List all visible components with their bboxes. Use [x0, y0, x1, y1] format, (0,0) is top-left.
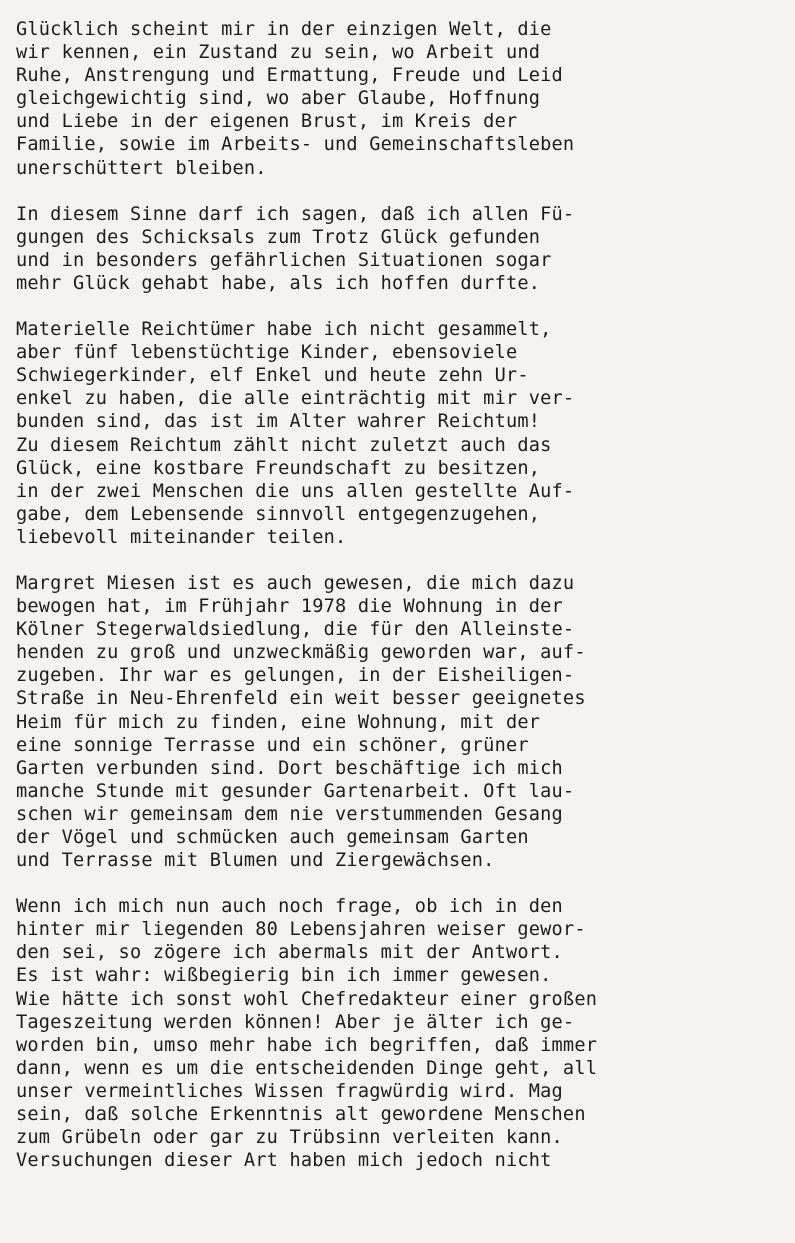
text-line: Es ist wahr: wißbegierig bin ich immer gewesen.: [16, 965, 552, 987]
text-line: Margret Miesen ist es auch gewesen, die mich dazu: [16, 572, 575, 594]
text-line: Tageszeitung werden können! Aber je älter ich ge-: [16, 1011, 575, 1033]
text-line: in der zwei Menschen die uns allen gestellte Auf-: [16, 480, 575, 502]
text-line: Familie, sowie im Arbeits- und Gemeinschaftsleben: [16, 134, 575, 156]
text-line: zugeben. Ihr war es gelungen, in der Eisheiligen-: [16, 665, 575, 687]
text-line: unerschüttert bleiben.: [16, 157, 267, 179]
text-line: manche Stunde mit gesunder Gartenarbeit. Oft lau-: [16, 780, 575, 802]
text-line: gungen des Schicksals zum Trotz Glück gefunden: [16, 226, 541, 248]
paragraph-1: [16, 18, 776, 180]
text-column: [16, 18, 776, 1172]
text-line: und in besonders gefährlichen Situationen sogar: [16, 249, 552, 271]
text-line: henden zu groß und unzweckmäßig geworden war, auf-: [16, 642, 586, 664]
text-line: dann, wenn es um die entscheidenden Dinge geht, all: [16, 1057, 598, 1079]
paragraph-4: [16, 572, 776, 872]
text-line: zum Grübeln oder gar zu Trübsinn verleiten kann.: [16, 1127, 563, 1149]
text-line: Schwiegerkinder, elf Enkel und heute zehn Ur-: [16, 365, 529, 387]
text-line: mehr Glück gehabt habe, als ich hoffen durfte.: [16, 272, 541, 294]
text-line: und Liebe in der eigenen Brust, im Kreis der: [16, 111, 518, 133]
text-line: gleichgewichtig sind, wo aber Glaube, Hoffnung: [16, 88, 541, 110]
text-line: hinter mir liegenden 80 Lebensjahren weiser gewor-: [16, 919, 586, 941]
paragraph-2: [16, 203, 776, 295]
text-line: worden bin, umso mehr habe ich begriffen, daß immer: [16, 1034, 598, 1056]
text-line: Ruhe, Anstrengung und Ermattung, Freude und Leid: [16, 65, 563, 87]
text-line: Heim für mich zu finden, eine Wohnung, mit der: [16, 711, 541, 733]
paragraph-5: [16, 895, 776, 1172]
text-line: liebevoll miteinander teilen.: [16, 526, 347, 548]
text-line: Glücklich scheint mir in der einzigen Welt, die: [16, 19, 552, 40]
paragraph-3: [16, 318, 776, 549]
text-line: In diesem Sinne darf ich sagen, daß ich allen Fü-: [16, 203, 575, 225]
text-line: schen wir gemeinsam dem nie verstummenden Gesang: [16, 803, 563, 825]
text-line: Materielle Reichtümer habe ich nicht gesammelt,: [16, 319, 552, 341]
text-line: eine sonnige Terrasse und ein schöner, grüner: [16, 734, 529, 756]
text-line: sein, daß solche Erkenntnis alt gewordene Menschen: [16, 1104, 586, 1126]
text-line: enkel zu haben, die alle einträchtig mit mir ver-: [16, 388, 575, 410]
text-line: Wenn ich mich nun auch noch frage, ob ich in den: [16, 896, 563, 918]
text-line: Glück, eine kostbare Freundschaft zu besitzen,: [16, 457, 541, 479]
text-line: Zu diesem Reichtum zählt nicht zuletzt auch das: [16, 434, 552, 456]
text-line: gabe, dem Lebensende sinnvoll entgegenzugehen,: [16, 503, 541, 525]
text-line: Versuchungen dieser Art haben mich jedoch nicht: [16, 1150, 552, 1172]
text-line: Garten verbunden sind. Dort beschäftige ich mich: [16, 757, 563, 779]
text-line: aber fünf lebenstüchtige Kinder, ebensoviele: [16, 342, 518, 364]
text-line: der Vögel und schmücken auch gemeinsam Garten: [16, 827, 529, 848]
text-line: Wie hätte ich sonst wohl Chefredakteur einer großen: [16, 988, 598, 1010]
text-line: Kölner Stegerwaldsiedlung, die für den Alleinste-: [16, 619, 575, 641]
text-line: bewogen hat, im Frühjahr 1978 die Wohnung in der: [16, 596, 563, 618]
text-line: unser vermeintliches Wissen fragwürdig wird. Mag: [16, 1080, 563, 1102]
text-line: wir kennen, ein Zustand zu sein, wo Arbeit und: [16, 42, 541, 64]
text-line: Straße in Neu-Ehrenfeld ein weit besser geeignetes: [16, 688, 586, 710]
text-line: und Terrasse mit Blumen und Ziergewächsen.: [16, 850, 495, 872]
text-line: bunden sind, das ist im Alter wahrer Reichtum!: [16, 411, 541, 433]
text-line: den sei, so zögere ich abermals mit der Antwort.: [16, 942, 563, 964]
